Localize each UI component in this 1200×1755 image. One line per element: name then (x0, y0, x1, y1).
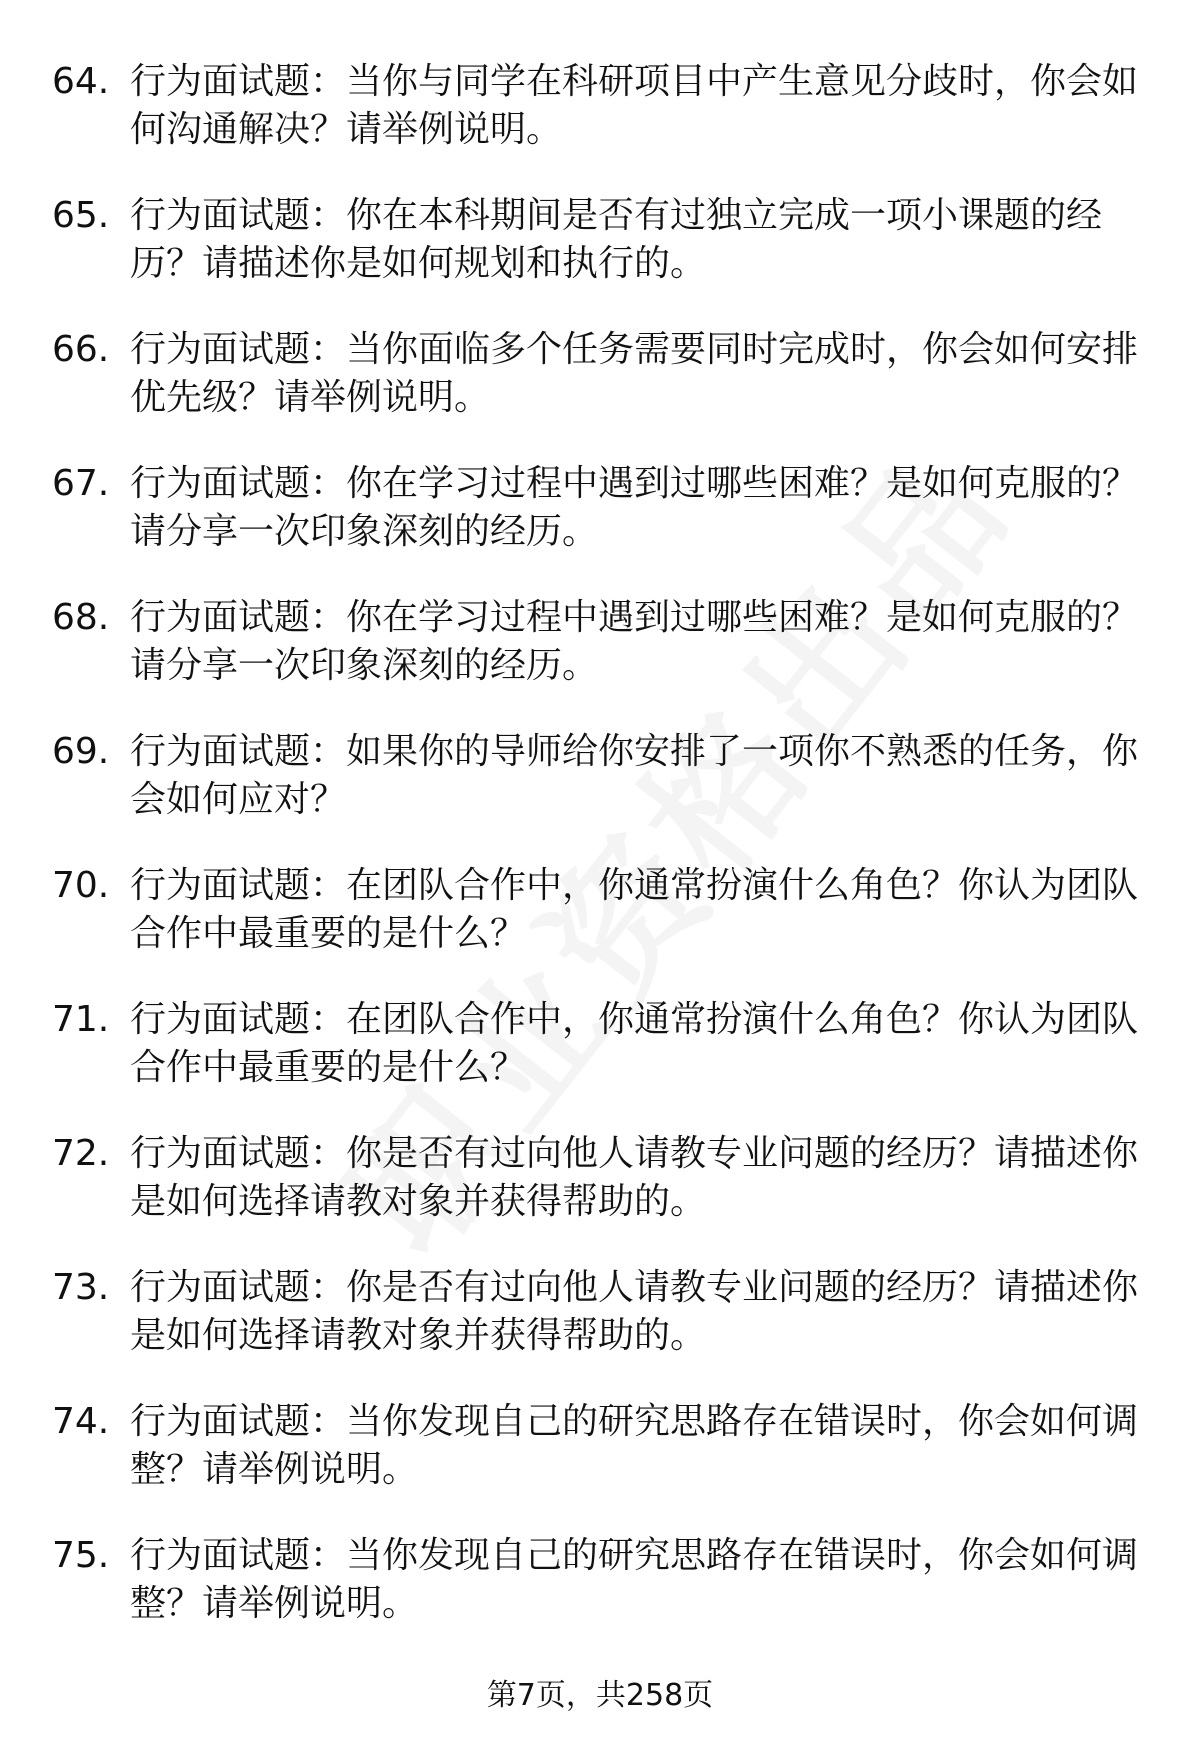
question-text: 行为面试题：如果你的导师给你安排了一项你不熟悉的任务，你会如何应对？ (130, 731, 1139, 820)
question-text: 行为面试题：在团队合作中，你通常扮演什么角色？你认为团队合作中最重要的是什么？ (130, 865, 1139, 954)
question-item (0, 326, 1200, 460)
question-text: 行为面试题：当你发现自己的研究思路存在错误时，你会如何调整？请举例说明。 (130, 1401, 1139, 1490)
question-number: 66. (52, 329, 110, 370)
question-item (0, 192, 1200, 326)
question-item (0, 1130, 1200, 1264)
question-number: 75. (52, 1535, 110, 1576)
question-number: 67. (52, 463, 110, 504)
question-item (0, 460, 1200, 594)
question-text: 行为面试题：你在本科期间是否有过独立完成一项小课题的经历？请描述你是如何规划和执行的。 (130, 195, 1103, 284)
question-number: 71. (52, 999, 110, 1040)
question-item (0, 996, 1200, 1130)
question-number: 68. (52, 597, 110, 638)
question-text: 行为面试题：你是否有过向他人请教专业问题的经历？请描述你是如何选择请教对象并获得帮助的。 (130, 1133, 1139, 1222)
question-item (0, 728, 1200, 862)
question-item (0, 594, 1200, 728)
question-text: 行为面试题：当你面临多个任务需要同时完成时，你会如何安排优先级？请举例说明。 (130, 329, 1139, 418)
question-item (0, 1264, 1200, 1398)
question-item (0, 862, 1200, 996)
question-text: 行为面试题：你在学习过程中遇到过哪些困难？是如何克服的？请分享一次印象深刻的经历。 (130, 597, 1139, 686)
question-number: 69. (52, 731, 110, 772)
question-list (0, 58, 1200, 1666)
question-text: 行为面试题：你在学习过程中遇到过哪些困难？是如何克服的？请分享一次印象深刻的经历。 (130, 463, 1139, 552)
question-item (0, 1398, 1200, 1532)
question-number: 72. (52, 1133, 110, 1174)
question-text: 行为面试题：当你与同学在科研项目中产生意见分歧时，你会如何沟通解决？请举例说明。 (130, 61, 1139, 150)
question-item (0, 58, 1200, 192)
question-number: 74. (52, 1401, 110, 1442)
question-number: 73. (52, 1267, 110, 1308)
question-text: 行为面试题：当你发现自己的研究思路存在错误时，你会如何调整？请举例说明。 (130, 1535, 1139, 1624)
question-number: 64. (52, 61, 110, 102)
question-text: 行为面试题：在团队合作中，你通常扮演什么角色？你认为团队合作中最重要的是什么？ (130, 999, 1139, 1088)
question-text: 行为面试题：你是否有过向他人请教专业问题的经历？请描述你是如何选择请教对象并获得帮助的。 (130, 1267, 1139, 1356)
question-item (0, 1532, 1200, 1666)
question-number: 70. (52, 865, 110, 906)
question-number: 65. (52, 195, 110, 236)
page-footer: 第7页，共258页 (486, 1678, 714, 1713)
